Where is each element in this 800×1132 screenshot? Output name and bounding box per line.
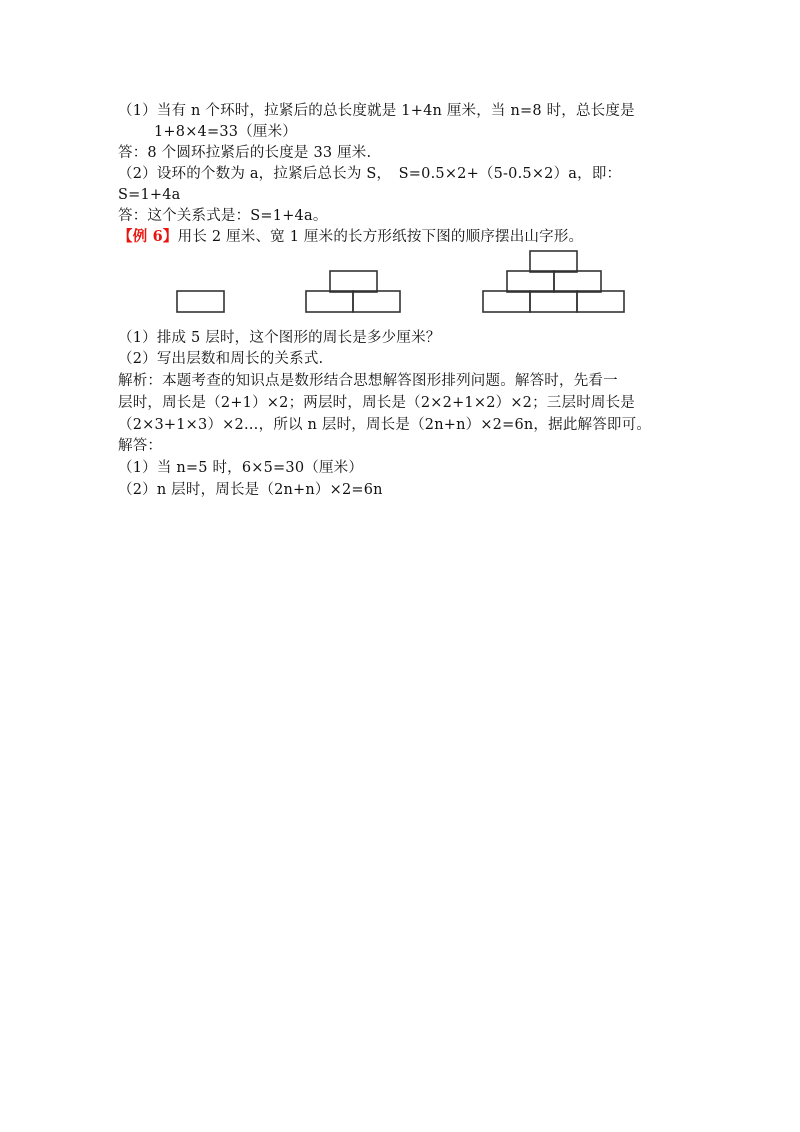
rectangle-block — [507, 271, 554, 292]
answer-part1-line1: （1）当有 n 个环时，拉紧后的总长度就是 1+4n 厘米，当 n=8 时，总长度是 — [118, 103, 635, 119]
answer-part2-line2: S=1+4a — [118, 187, 181, 203]
question-part2: （2）写出层数和周长的关系式. — [118, 351, 324, 367]
analysis-line3: （2×3+1×3）×2…，所以 n 层时，周长是（2n+n）×2=6n，据此解答即可。 — [118, 417, 652, 433]
solution-part2: （2）n 层时，周长是（2n+n）×2=6n — [118, 482, 383, 498]
analysis-line2: 层时，周长是（2+1）×2；两层时，周长是（2×2+1×2）×2；三层时周长是 — [118, 395, 635, 411]
solution-part1: （1）当 n=5 时，6×5=30（厘米） — [118, 460, 364, 476]
mountain-figures — [0, 248, 800, 318]
rectangle-block — [483, 291, 530, 312]
rectangle-block — [554, 271, 601, 292]
rectangle-block — [330, 271, 377, 292]
example-tag: 【例 6】 — [118, 228, 178, 245]
rectangle-block — [530, 251, 577, 272]
answer-part1-line2: 1+8×4=33（厘米） — [154, 124, 297, 140]
answer-part2-conclusion: 答：这个关系式是：S=1+4a。 — [118, 208, 328, 224]
mountain-figures-svg — [0, 248, 800, 318]
figure-level-1 — [177, 291, 224, 312]
rectangle-block — [530, 291, 577, 312]
rectangle-block — [577, 291, 624, 312]
answer-part2-line1: （2）设环的个数为 a，拉紧后总长为 S， S=0.5×2+（5-0.5×2）a，即： — [118, 166, 622, 182]
example-question: 用长 2 厘米、宽 1 厘米的长方形纸按下图的顺序摆出山字形。 — [177, 229, 584, 245]
example-6-heading — [118, 226, 583, 248]
rectangle-block — [177, 291, 224, 312]
analysis-line1: 解析：本题考查的知识点是数形结合思想解答图形排列问题。解答时，先看一 — [118, 373, 618, 389]
rectangle-block — [353, 291, 400, 312]
solution-heading: 解答： — [118, 438, 163, 454]
question-part1: （1）排成 5 层时，这个图形的周长是多少厘米？ — [118, 330, 441, 346]
rectangle-block — [306, 291, 353, 312]
answer-part1-conclusion: 答：8 个圆环拉紧后的长度是 33 厘米. — [118, 145, 372, 161]
figure-level-3 — [483, 251, 624, 312]
figure-level-2 — [306, 271, 400, 312]
